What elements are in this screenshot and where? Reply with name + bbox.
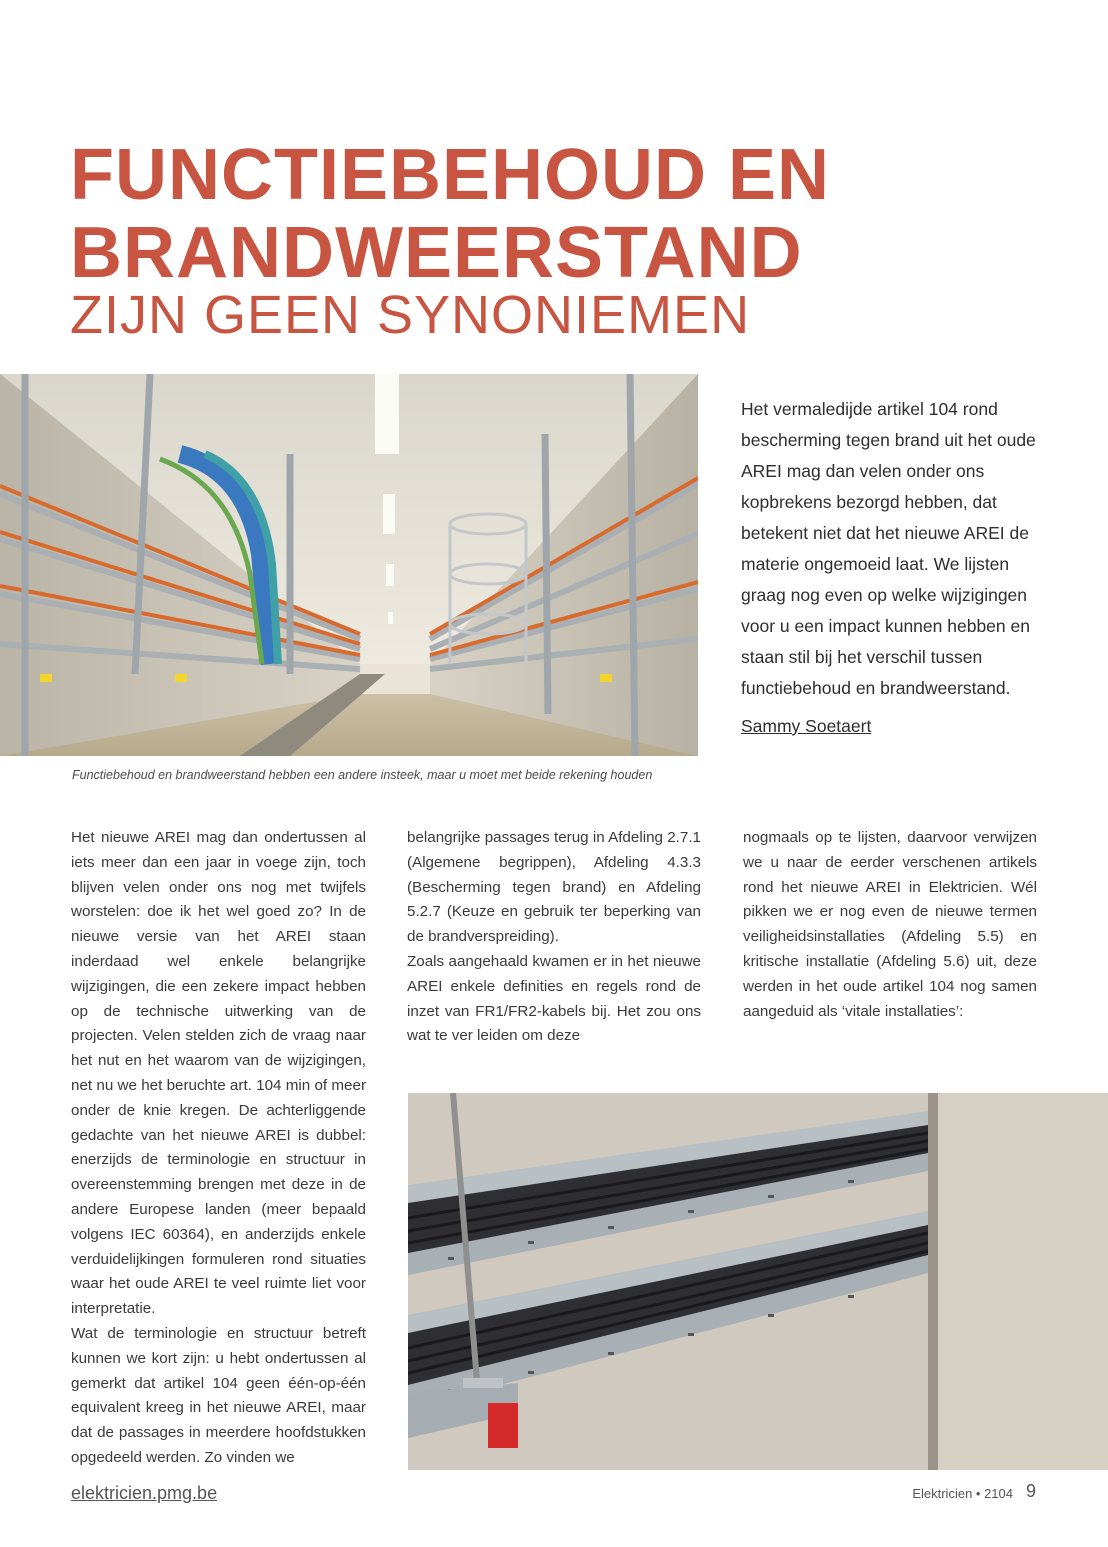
body-column-2: [407, 826, 701, 1049]
paragraph: Het nieuwe AREI mag dan ondertussen al iets meer dan een jaar in voege zijn, toch blijven velen onder ons nog met twijfels worstelen: doe ik het wel goed zo? In de nieuwe versie van het AREI staan inderdaad wel enkele belangrijke wijzigingen, die een zekere impact hebben op de technische uitwerking van de projecten. Velen stelden zich de vraag naar het nut en het waarom van de wijzigingen, net nu we het beruchte art. 104 min of meer onder de knie kregen. De achterliggende gedachte van het nieuwe AREI is dubbel: enerzijds de terminologie en structuur in overeenstemming brengen met deze in de andere Europese landen (meer bepaald volgens IEC 60364), en anderzijds enkele verduidelijkingen formuleren rond situaties waar het oude AREI te veel ruimte liet voor interpretatie.: [71, 829, 366, 1318]
paragraph: nogmaals op te lijsten, daarvoor verwijzen we u naar de eerder verschenen artikels rond het nieuwe AREI in Elektricien. Wél pikken we er nog even de nieuwe termen veiligheidsinstallaties (Afdeling 5.5) en kritische installatie (Afdeling 5.6) uit, deze werden in het oude artikel 104 nog samen aangeduid als ‘vitale installaties’:: [743, 829, 1037, 1020]
magazine-issue: Elektricien • 2104: [912, 1486, 1013, 1501]
cable-tunnel-photo: [0, 374, 698, 756]
paragraph: Zoals aangehaald kwamen er in het nieuwe AREI enkele definities en regels rond de inzet van FR1/FR2-kabels bij. Het zou ons wat te ver leiden om deze: [407, 952, 701, 1045]
paragraph: belangrijke passages terug in Afdeling 2.7.1 (Algemene begrippen), Afdeling 4.3.3 (Bescherming tegen brand) en Afdeling 5.2.7 (Keuze en gebruik ter beperking van de brandverspreiding).: [407, 829, 701, 946]
title-line-1: FUNCTIEBEHOUD EN: [70, 135, 831, 215]
intro-text: Het vermaledijde artikel 104 rond bescherming tegen brand uit het oude AREI mag dan velen onder ons kopbrekens bezorgd hebben, dat betekent niet dat het nieuwe AREI de materie ongemoeid laat. We lijsten graag nog even op welke wijzigingen voor u een impact kunnen hebben en staan stil bij het verschil tussen functiebehoud en brandweerstand.: [741, 399, 1036, 698]
body-column-3: [743, 826, 1037, 1024]
website-link[interactable]: elektricien.pmg.be: [71, 1483, 218, 1503]
author-link[interactable]: Sammy Soetaert: [741, 716, 872, 736]
cable-tray-photo: [408, 1093, 1108, 1470]
page-number: 9: [1026, 1481, 1037, 1501]
body-column-1: [71, 826, 366, 1471]
title-line-2: BRANDWEERSTAND: [70, 213, 803, 293]
subtitle: ZIJN GEEN SYNONIEMEN: [70, 285, 751, 345]
paragraph: Wat de terminologie en structuur betreft kunnen we kort zijn: u hebt ondertussen al gemerkt dat artikel 104 geen één-op-één equivalent kreeg in het nieuwe AREI, maar dat de passages in meerdere hoofdstukken opgedeeld werden. Zo vinden we: [71, 1324, 366, 1466]
photo-caption: Functiebehoud en brandweerstand hebben een andere insteek, maar u moet met beide rekening houden: [72, 768, 653, 782]
